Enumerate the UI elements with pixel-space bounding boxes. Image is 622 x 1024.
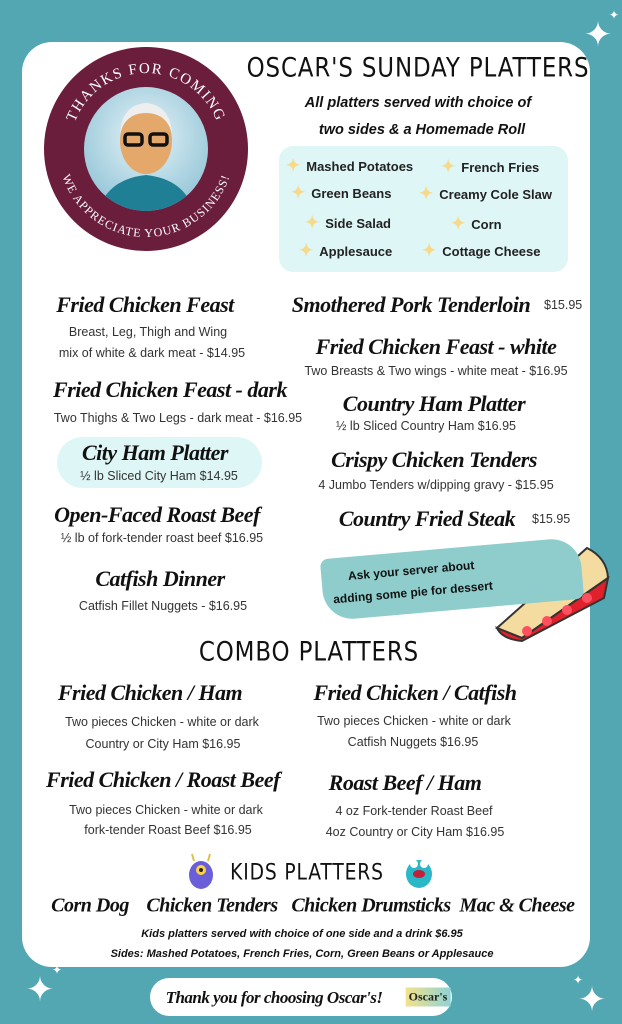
combo-name: Fried Chicken / Roast Beef — [46, 767, 280, 792]
side-item: ✦ Green Beans — [291, 183, 392, 202]
item-desc: Two Thighs & Two Legs - dark meat - $16.95 — [53, 411, 303, 425]
sparkle-icon: ✦ — [608, 8, 620, 22]
side-item: ✦ Creamy Cole Slaw — [419, 184, 552, 203]
item-desc: Catfish Fillet Nuggets - $16.95 — [78, 599, 248, 613]
item-name: Fried Chicken Feast - dark — [53, 377, 287, 402]
sparkle-icon: ✦ — [577, 981, 607, 1019]
item-name: Country Fried Steak — [338, 506, 516, 531]
star-icon: ✦ — [299, 241, 314, 260]
combo-desc: Two pieces Chicken - white or dark — [65, 715, 259, 729]
side-item: ✦ Side Salad — [305, 213, 391, 232]
page-title: OSCAR'S SUNDAY PLATTERS — [246, 52, 590, 84]
combo-name: Roast Beef / Ham — [328, 770, 482, 795]
combo-desc: 4 oz Fork-tender Roast Beef — [335, 804, 493, 818]
kids-title: KIDS PLATTERS — [230, 860, 384, 886]
combo-desc: Catfish Nuggets $16.95 — [347, 735, 479, 749]
footer-logo: Oscar's — [406, 988, 451, 1007]
combo-desc: fork-tender Roast Beef $16.95 — [84, 823, 252, 837]
sparkle-icon: ✦ — [51, 963, 63, 977]
kids-sides-note: Sides: Mashed Potatoes, French Fries, Corn, Green Beans or Applesauce — [110, 948, 494, 960]
side-item: ✦ Corn — [451, 214, 502, 233]
kids-item: Mac & Cheese — [459, 894, 575, 917]
logo-bottom-text: WE APPRECIATE YOUR BUSINESS! — [59, 172, 233, 241]
item-name: Fried Chicken Feast - white — [315, 334, 557, 359]
svg-text:WE APPRECIATE YOUR BUSINESS! — [59, 172, 232, 240]
oscar-logo — [44, 47, 248, 251]
item-name: Crispy Chicken Tenders — [331, 447, 537, 472]
star-icon: ✦ — [422, 241, 437, 260]
side-item: ✦ Applesauce — [299, 241, 393, 260]
star-icon: ✦ — [419, 184, 434, 203]
sparkle-icon: ✦ — [572, 973, 584, 987]
combo-desc: 4oz Country or City Ham $16.95 — [325, 825, 505, 839]
star-icon: ✦ — [441, 157, 456, 176]
kids-item: Chicken Tenders — [146, 894, 278, 917]
item-desc: mix of white & dark meat - $14.95 — [58, 346, 246, 360]
star-icon: ✦ — [291, 183, 306, 202]
item-desc: 4 Jumbo Tenders w/dipping gravy - $15.95 — [318, 478, 554, 492]
purple-monster-icon — [182, 853, 220, 891]
star-icon: ✦ — [305, 213, 320, 232]
item-name: City Ham Platter — [82, 440, 228, 465]
item-desc: ½ lb of fork-tender roast beef $16.95 — [60, 531, 264, 545]
item-name: Catfish Dinner — [95, 566, 225, 591]
subtitle-line-1: All platters served with choice of — [304, 95, 532, 111]
item-name: Smothered Pork Tenderloin — [291, 292, 531, 317]
star-icon: ✦ — [451, 214, 466, 233]
kids-item: Chicken Drumsticks — [291, 894, 451, 917]
combo-title: COMBO PLATTERS — [198, 636, 420, 668]
sparkle-icon: ✦ — [25, 971, 55, 1009]
star-icon: ✦ — [286, 156, 301, 175]
combo-desc: Country or City Ham $16.95 — [85, 737, 241, 751]
item-desc: Two Breasts & Two wings - white meat - $16.95 — [304, 364, 568, 378]
footer-text: Thank you for choosing Oscar's! — [165, 988, 383, 1007]
combo-name: Fried Chicken / Ham — [57, 680, 243, 705]
subtitle-line-2: two sides & a Homemade Roll — [318, 122, 526, 138]
item-desc: ½ lb Sliced Country Ham $16.95 — [336, 419, 516, 433]
item-name: Fried Chicken Feast — [56, 292, 234, 317]
item-price: $15.95 — [532, 512, 571, 526]
item-price: $15.95 — [544, 298, 583, 312]
kids-note: Kids platters served with choice of one side and a drink $6.95 — [141, 928, 463, 940]
combo-name: Fried Chicken / Catfish — [313, 680, 517, 705]
combo-desc: Two pieces Chicken - white or dark — [317, 714, 511, 728]
sparkle-icon: ✦ — [583, 16, 613, 54]
teal-monster-icon — [402, 854, 436, 890]
kids-item: Corn Dog — [51, 894, 129, 917]
dessert-line-2: adding some pie for dessert — [332, 578, 494, 607]
side-item: ✦ Mashed Potatoes — [286, 156, 414, 175]
dessert-line-1: Ask your server about — [347, 558, 475, 584]
item-name: Country Ham Platter — [342, 391, 526, 416]
svg-text:THANKS FOR COMING — [64, 61, 229, 124]
item-desc: ½ lb Sliced City Ham $14.95 — [80, 469, 238, 483]
side-item: ✦ French Fries — [441, 157, 540, 176]
item-desc: Breast, Leg, Thigh and Wing — [68, 325, 228, 339]
item-name: Open-Faced Roast Beef — [54, 502, 260, 527]
side-item: ✦ Cottage Cheese — [422, 241, 541, 260]
logo-top-text: THANKS FOR COMING — [63, 60, 229, 124]
combo-desc: Two pieces Chicken - white or dark — [69, 803, 263, 817]
